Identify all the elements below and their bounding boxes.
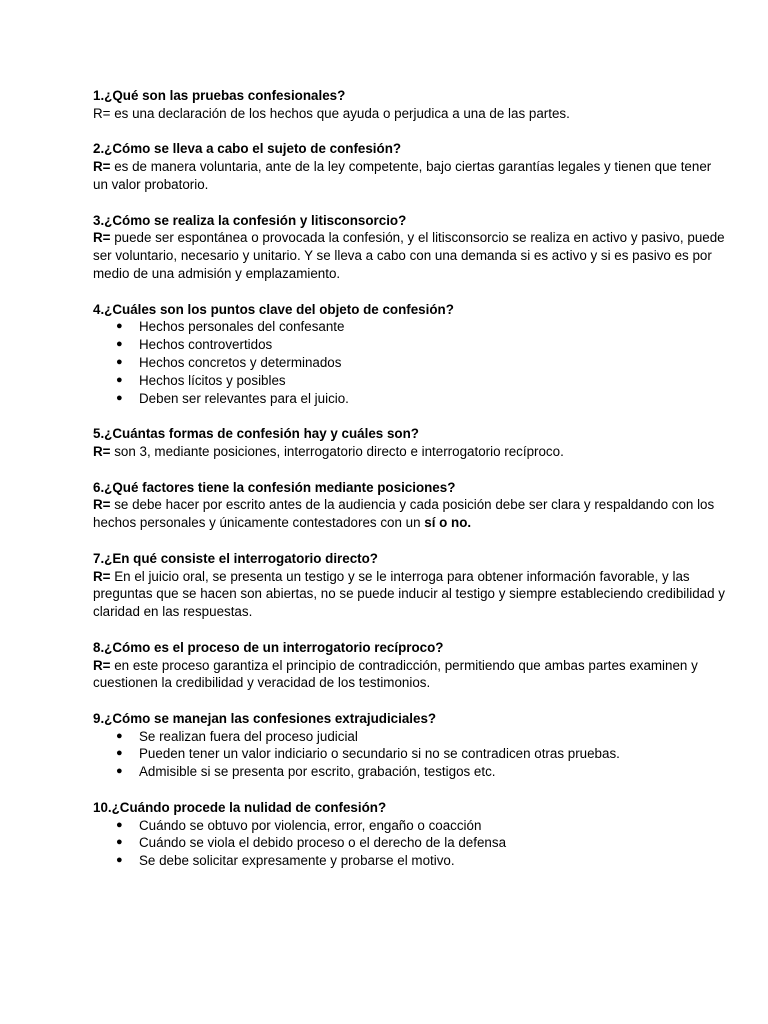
bullet-icon: ● [116,836,123,849]
answer-text: se debe hacer por escrito antes de la audiencia y cada posición debe ser clara y respaldando con los hechos personales y únicamente contestadores con un [93,497,715,531]
list-item-text: Cuándo se obtuvo por violencia, error, engaño o coacción [139,817,482,833]
list-item [93,745,728,763]
answer-emphasis: sí o no. [424,515,472,531]
list-item [93,834,728,852]
qa-block-2 [93,140,728,193]
bullet-icon: ● [116,355,123,368]
bullet-list-9 [93,728,728,781]
qa-block-4 [93,301,728,408]
list-item [93,728,728,746]
qa-block-1 [93,87,728,123]
answer-3 [93,229,728,282]
list-item [93,354,728,372]
qa-block-10 [93,799,728,870]
bullet-icon: ● [116,373,123,386]
question-4: 4.¿Cuáles son los puntos clave del objeto de confesión? [93,301,454,317]
question-8: 8.¿Cómo es el proceso de un interrogatorio recíproco? [93,639,444,655]
answer-6 [93,496,728,532]
bullet-icon: ● [116,391,123,404]
list-item [93,763,728,781]
question-5: 5.¿Cuántas formas de confesión hay y cuáles son? [93,426,419,442]
list-item [93,318,728,336]
answer-text: son 3, mediante posiciones, interrogatorio directo e interrogatorio recíproco. [110,443,564,459]
question-9: 9.¿Cómo se manejan las confesiones extrajudiciales? [93,710,437,726]
list-item-text: Pueden tener un valor indiciario o secundario si no se contradicen otras pruebas. [139,746,620,762]
bullet-icon: ● [116,818,123,831]
list-item-text: Hechos personales del confesante [139,319,345,335]
qa-block-7 [93,550,728,621]
question-7: 7.¿En qué consiste el interrogatorio directo? [93,550,378,566]
qa-block-5 [93,425,728,461]
bullet-icon: ● [116,729,123,742]
list-item-text: Se realizan fuera del proceso judicial [139,728,358,744]
answer-text: En el juicio oral, se presenta un testigo y se le interroga para obtener información favorable, y las preguntas que se hacen son abiertas, no se puede inducir al testigo y siempre estableciendo credibilidad y claridad en las respuestas. [93,568,725,620]
answer-8 [93,657,728,693]
list-item-text: Deben ser relevantes para el juicio. [139,390,349,406]
bullet-icon: ● [116,338,123,351]
question-6: 6.¿Qué factores tiene la confesión mediante posiciones? [93,479,456,495]
answer-label: R= [93,159,111,175]
answer-text: en este proceso garantiza el principio de contradicción, permitiendo que ambas partes examinen y cuestionen la credibilidad y veracidad de los testimonios. [93,657,698,691]
answer-label: R= [93,443,111,459]
qa-block-9 [93,710,728,781]
answer-7 [93,568,728,621]
list-item [93,372,728,390]
answer-text: puede ser espontánea o provocada la confesión, y el litisconsorcio se realiza en activo y pasivo, puede ser voluntario, necesario y unitario. Y se lleva a cabo con una demanda si es activo y si es pasivo es por medio de una admisión y emplazamiento. [93,230,725,281]
answer-label: R= [93,568,111,584]
bullet-list-4 [93,318,728,407]
list-item [93,336,728,354]
list-item-text: Hechos concretos y determinados [139,354,342,370]
question-10: 10.¿Cuándo procede la nulidad de confesión? [93,799,387,815]
list-item-text: Hechos controvertidos [139,337,273,353]
list-item [93,817,728,835]
answer-label: R= [93,105,111,121]
list-item [93,390,728,408]
question-2: 2.¿Cómo se lleva a cabo el sujeto de confesión? [93,141,402,157]
list-item-text: Cuándo se viola el debido proceso o el derecho de la defensa [139,835,507,851]
list-item-text: Se debe solicitar expresamente y probarse el motivo. [139,853,455,869]
answer-5 [93,443,728,461]
question-3: 3.¿Cómo se realiza la confesión y litisconsorcio? [93,212,407,228]
qa-block-8 [93,639,728,692]
answer-1 [93,105,728,123]
qa-block-6 [93,479,728,532]
bullet-icon: ● [116,747,123,760]
list-item [93,852,728,870]
bullet-icon: ● [116,854,123,867]
answer-label: R= [93,497,111,513]
bullet-icon: ● [116,320,123,333]
answer-label: R= [93,230,111,246]
list-item-text: Hechos lícitos y posibles [139,372,286,388]
answer-text: es de manera voluntaria, ante de la ley competente, bajo ciertas garantías legales y tienen que tener un valor probatorio. [93,159,712,192]
list-item-text: Admisible si se presenta por escrito, grabación, testigos etc. [139,764,496,780]
answer-text: es una declaración de los hechos que ayuda o perjudica a una de las partes. [110,105,570,121]
bullet-list-10 [93,817,728,870]
bullet-icon: ● [116,765,123,778]
question-1: 1.¿Qué son las pruebas confesionales? [93,88,346,103]
qa-block-3 [93,212,728,283]
answer-label: R= [93,657,111,673]
answer-2 [93,158,728,194]
